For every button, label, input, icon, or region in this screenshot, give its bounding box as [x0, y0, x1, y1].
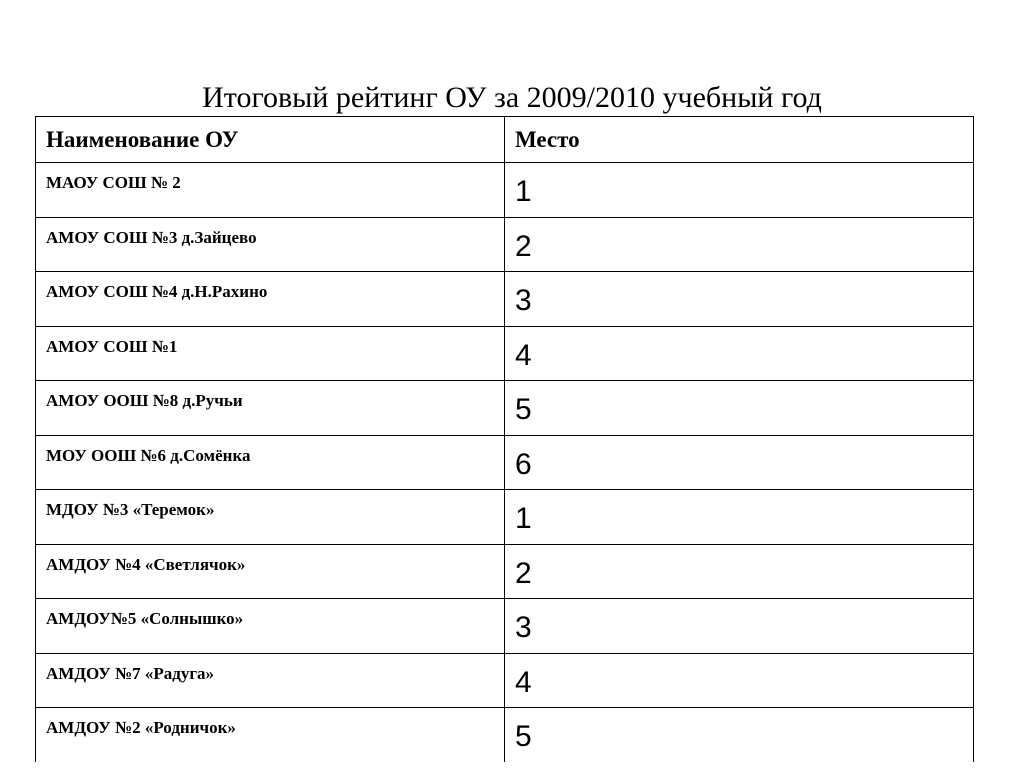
- table-row: [36, 544, 974, 599]
- school-name-cell: МАОУ СОШ № 2: [36, 163, 505, 218]
- school-name-cell: АМДОУ№5 «Солнышко»: [36, 599, 505, 654]
- rating-table: [35, 116, 974, 762]
- school-name-cell: АМОУ ООШ №8 д.Ручьи: [36, 381, 505, 436]
- school-name-cell: АМДОУ №2 «Родничок»: [36, 708, 505, 763]
- table-row: [36, 490, 974, 545]
- place-cell: 2: [505, 544, 974, 599]
- place-cell: 4: [505, 326, 974, 381]
- table-row: [36, 435, 974, 490]
- table-row: [36, 599, 974, 654]
- table-row: [36, 326, 974, 381]
- table-row: [36, 163, 974, 218]
- place-cell: 6: [505, 435, 974, 490]
- column-header-place: Место: [505, 117, 974, 163]
- place-cell: 5: [505, 381, 974, 436]
- school-name-cell: АМДОУ №4 «Светлячок»: [36, 544, 505, 599]
- table-header-row: [36, 117, 974, 163]
- table-row: [36, 381, 974, 436]
- page-title: Итоговый рейтинг ОУ за 2009/2010 учебный год: [202, 81, 822, 114]
- table-row: [36, 217, 974, 272]
- place-cell: 5: [505, 708, 974, 763]
- school-name-cell: МОУ ООШ №6 д.Сомёнка: [36, 435, 505, 490]
- school-name-cell: АМОУ СОШ №4 д.Н.Рахино: [36, 272, 505, 327]
- school-name-cell: АМОУ СОШ №1: [36, 326, 505, 381]
- place-cell: 2: [505, 217, 974, 272]
- column-header-name: Наименование ОУ: [36, 117, 505, 163]
- table-row: [36, 708, 974, 763]
- place-cell: 1: [505, 163, 974, 218]
- place-cell: 3: [505, 599, 974, 654]
- table-row: [36, 653, 974, 708]
- place-cell: 3: [505, 272, 974, 327]
- place-cell: 4: [505, 653, 974, 708]
- table-row: [36, 272, 974, 327]
- school-name-cell: АМОУ СОШ №3 д.Зайцево: [36, 217, 505, 272]
- school-name-cell: АМДОУ №7 «Радуга»: [36, 653, 505, 708]
- school-name-cell: МДОУ №3 «Теремок»: [36, 490, 505, 545]
- place-cell: 1: [505, 490, 974, 545]
